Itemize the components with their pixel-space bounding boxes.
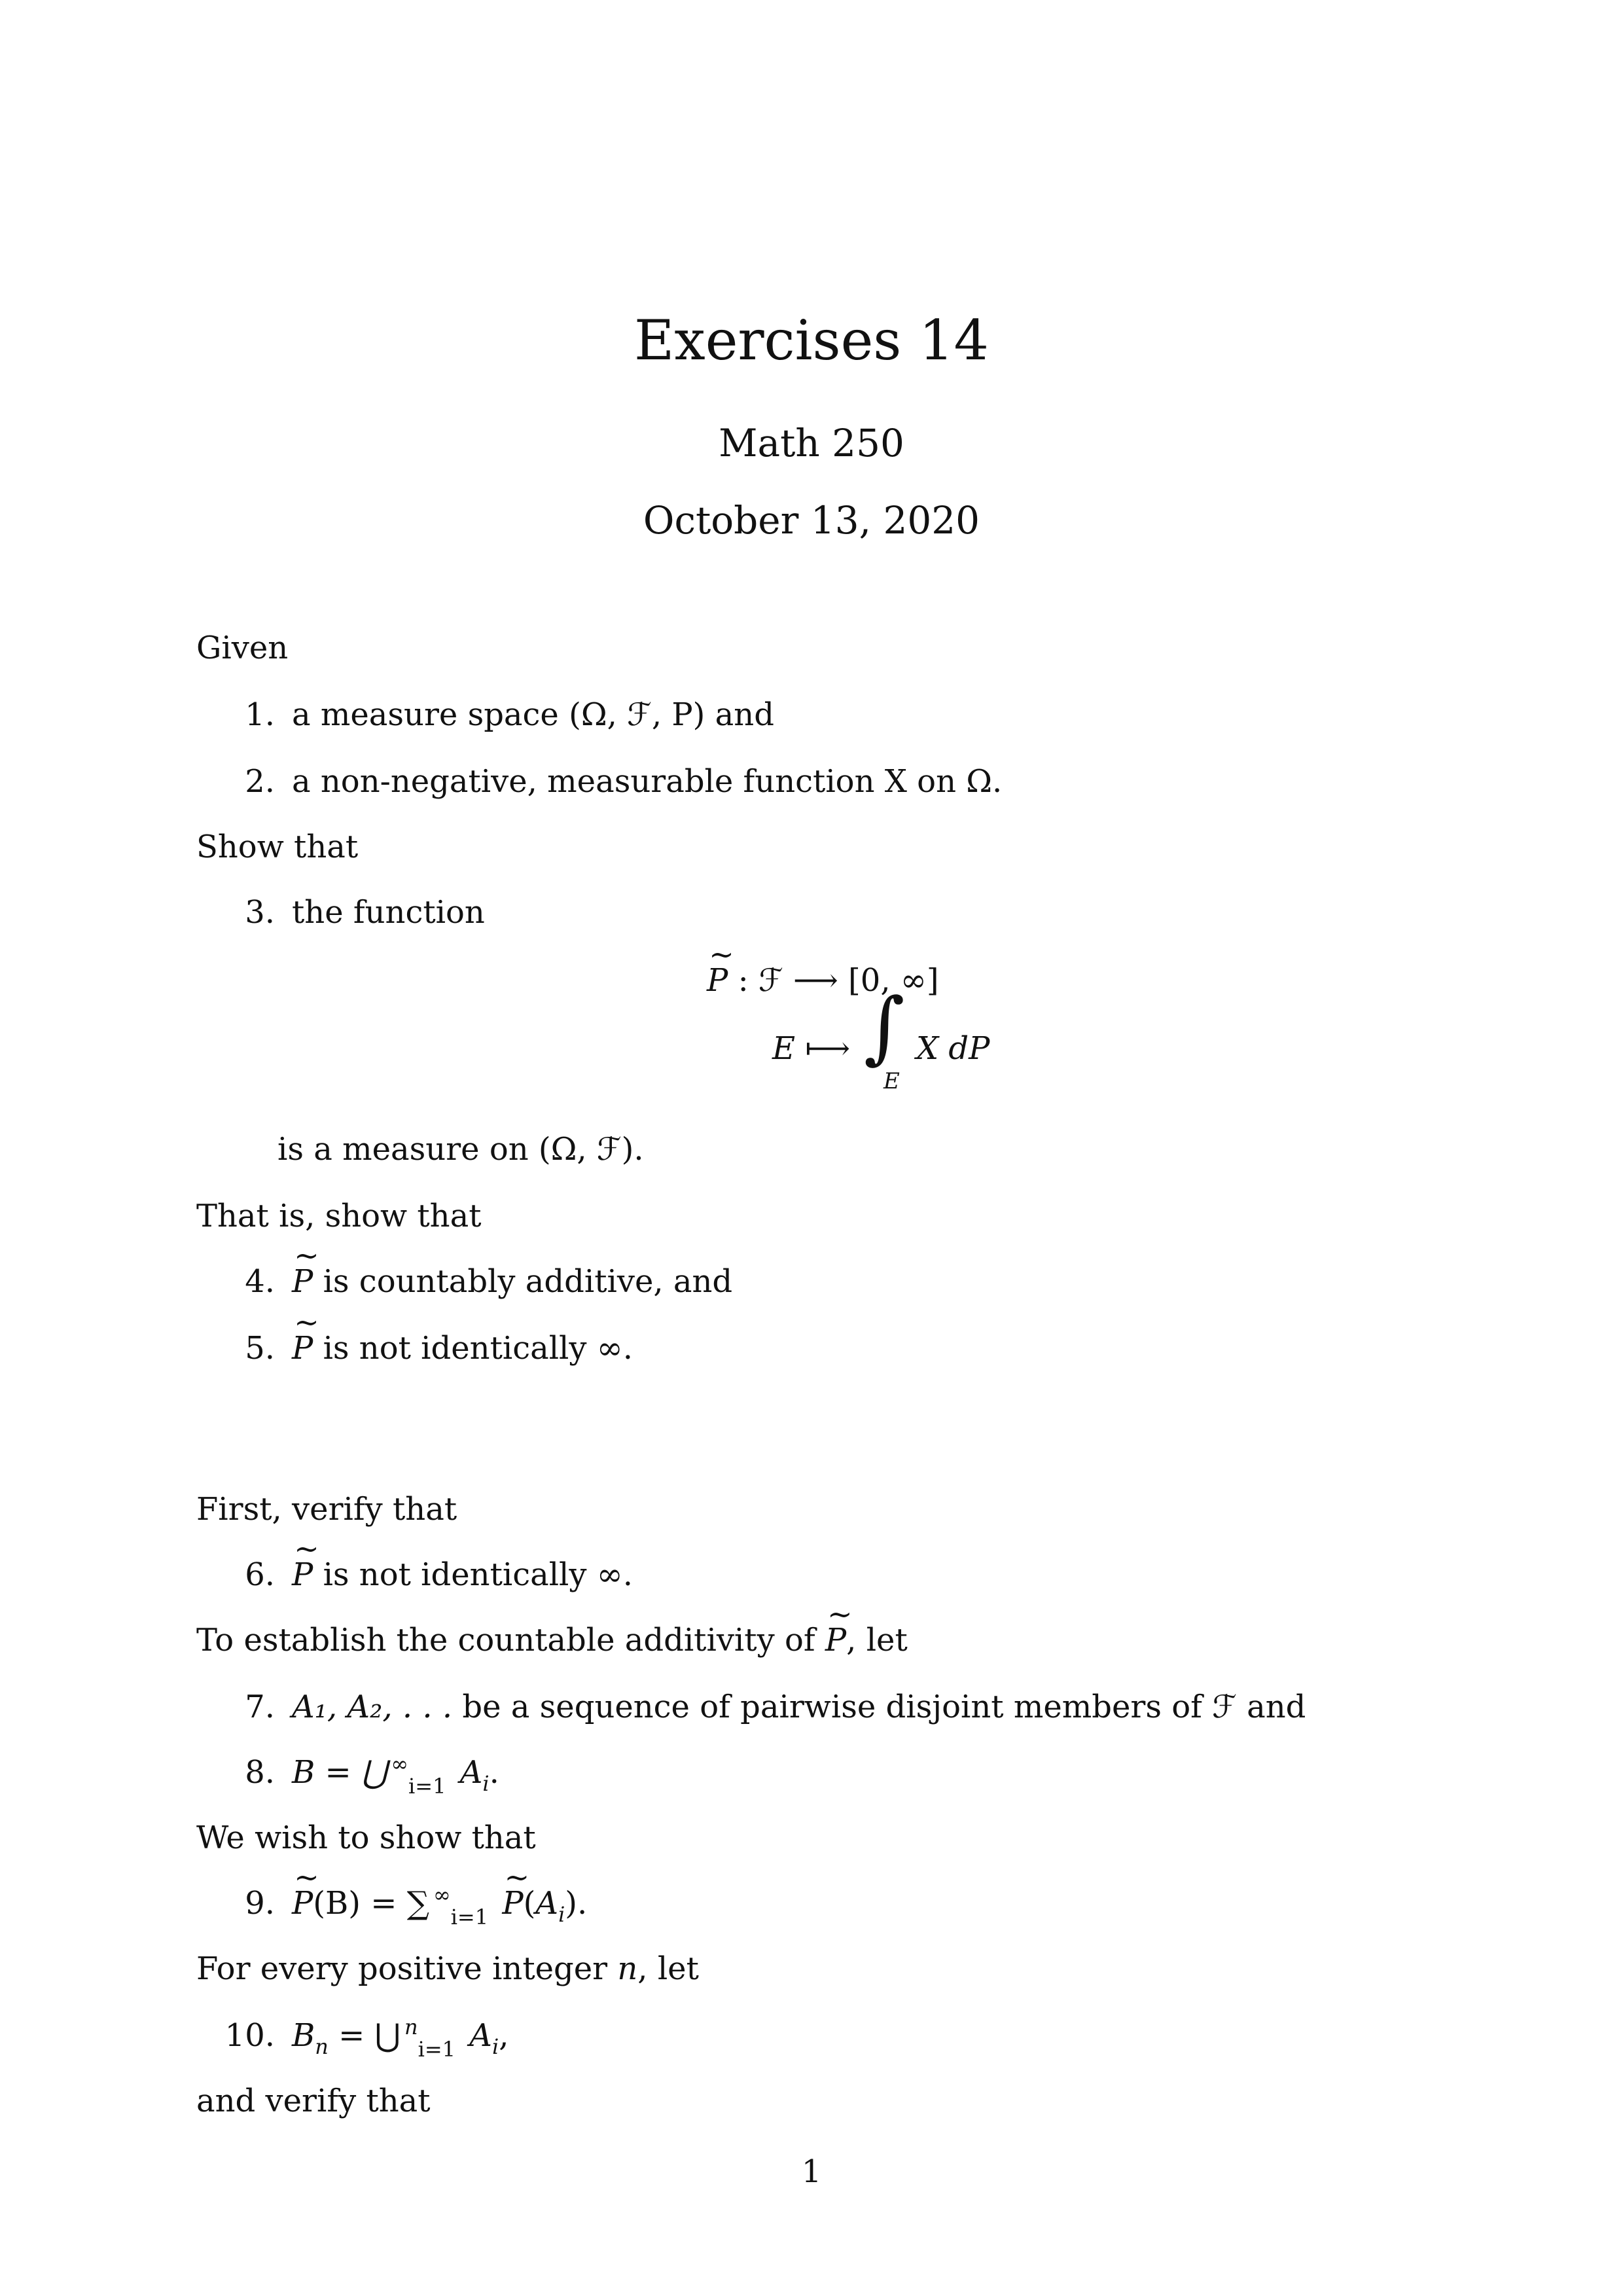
- p-tilde-symbol: ~ P: [292, 1884, 313, 1923]
- punctuation: ,: [499, 2017, 509, 2054]
- is-measure-text: is a measure on (Ω, ℱ).: [277, 1131, 644, 1168]
- superscript-n: n: [404, 2014, 418, 2039]
- document-title: Exercises 14: [634, 308, 989, 372]
- for-every-line: [196, 1949, 699, 1988]
- list-item-8: [196, 1753, 499, 1803]
- list-item-4: [196, 1262, 732, 1301]
- subscript: n: [315, 2034, 329, 2059]
- set-symbol: A: [469, 2017, 492, 2054]
- item-text: be a sequence of pairwise disjoint members of ℱ and: [462, 1689, 1306, 1725]
- integrand: X dP: [916, 1030, 990, 1067]
- union-expression: = ⋃: [338, 2017, 401, 2054]
- item-text: a measure space (Ω, ℱ, P) and: [292, 696, 774, 733]
- p-tilde-symbol: ~ P: [292, 1262, 313, 1301]
- list-item-7: [196, 1687, 1306, 1727]
- item-number: 7.: [245, 1689, 275, 1725]
- map-element: E ⟼: [772, 1030, 851, 1067]
- p-tilde-symbol: ~ P: [707, 961, 728, 1000]
- p-tilde-symbol: ~ P: [292, 1555, 313, 1594]
- set-symbol: A: [535, 1885, 559, 1922]
- for-every-tail: , let: [637, 1950, 699, 1987]
- n-symbol: n: [617, 1950, 638, 1987]
- item-text: is not identically ∞.: [323, 1330, 633, 1367]
- map-definition: : ℱ ⟶ [0, ∞]: [738, 962, 939, 999]
- set-symbol: A: [459, 1754, 483, 1791]
- item-text: a non-negative, measurable function X on Ω.: [292, 763, 1003, 800]
- list-item-10: [196, 2016, 508, 2066]
- p-tilde-symbol: ~ P: [825, 1621, 846, 1660]
- union-expression: B = ⋃: [292, 1754, 387, 1791]
- item-text: is not identically ∞.: [323, 1556, 633, 1593]
- list-item-3: [196, 893, 485, 932]
- item-number: 1.: [245, 696, 275, 733]
- list-item-5: [196, 1329, 633, 1368]
- subscript: i: [491, 2034, 499, 2059]
- item-number: 5.: [245, 1330, 275, 1367]
- sum-expression: (B) = ∑: [313, 1885, 430, 1922]
- to-establish-line: [196, 1621, 908, 1660]
- integral-sign: ∫: [864, 982, 905, 1073]
- list-item-9: 9.~ P(B) = ∑ ∞$_{i=1}$ ~ $P(A_i)$.: [196, 1884, 587, 1934]
- item-number: 10.: [224, 2017, 275, 2054]
- list-item-2: [196, 762, 1002, 801]
- sequence-symbol: A₁, A₂, . . .: [292, 1689, 453, 1725]
- and-verify-text: and verify that: [196, 2083, 431, 2119]
- subscript: i: [482, 1771, 490, 1796]
- given-text: Given: [196, 630, 289, 666]
- display-math-line-2: [772, 1029, 850, 1068]
- item-number: 9.: [245, 1885, 275, 1922]
- for-every-text: For every positive integer: [196, 1950, 608, 1987]
- list-item-1: [196, 695, 774, 734]
- item-number: 4.: [245, 1263, 275, 1300]
- item-text: the function: [292, 894, 485, 931]
- to-establish-tail: , let: [846, 1622, 908, 1659]
- to-establish-text: To establish the countable additivity of: [196, 1622, 815, 1659]
- document-date: October 13, 2020: [643, 498, 980, 543]
- subscript: i: [558, 1902, 565, 1927]
- we-wish-text: We wish to show that: [196, 1820, 536, 1856]
- course-name: Math 250: [719, 421, 904, 465]
- punctuation: .: [489, 1754, 499, 1791]
- subscript-index: i=1: [450, 1904, 489, 1929]
- list-item-6: [196, 1555, 633, 1594]
- item-text: is countably additive, and: [323, 1263, 733, 1300]
- item-number: 2.: [245, 763, 275, 800]
- superscript-infinity: ∞: [433, 1882, 451, 1907]
- first-verify-text: First, verify that: [196, 1491, 457, 1528]
- item-number: 6.: [245, 1556, 275, 1593]
- integral-subscript: E: [883, 1068, 900, 1094]
- punctuation: .: [577, 1885, 588, 1922]
- that-is-text: That is, show that: [196, 1198, 482, 1234]
- item-number: 3.: [245, 894, 275, 931]
- p-tilde-symbol: ~ P: [502, 1884, 523, 1923]
- page-number: 1: [801, 2153, 822, 2190]
- subscript-index: i=1: [418, 2036, 456, 2062]
- set-symbol: B: [292, 2017, 315, 2054]
- superscript-infinity: ∞: [391, 1751, 409, 1776]
- subscript-index: i=1: [408, 1773, 446, 1799]
- p-tilde-symbol: ~ P: [292, 1329, 313, 1368]
- show-that-text: Show that: [196, 829, 359, 865]
- item-number: 8.: [245, 1754, 275, 1791]
